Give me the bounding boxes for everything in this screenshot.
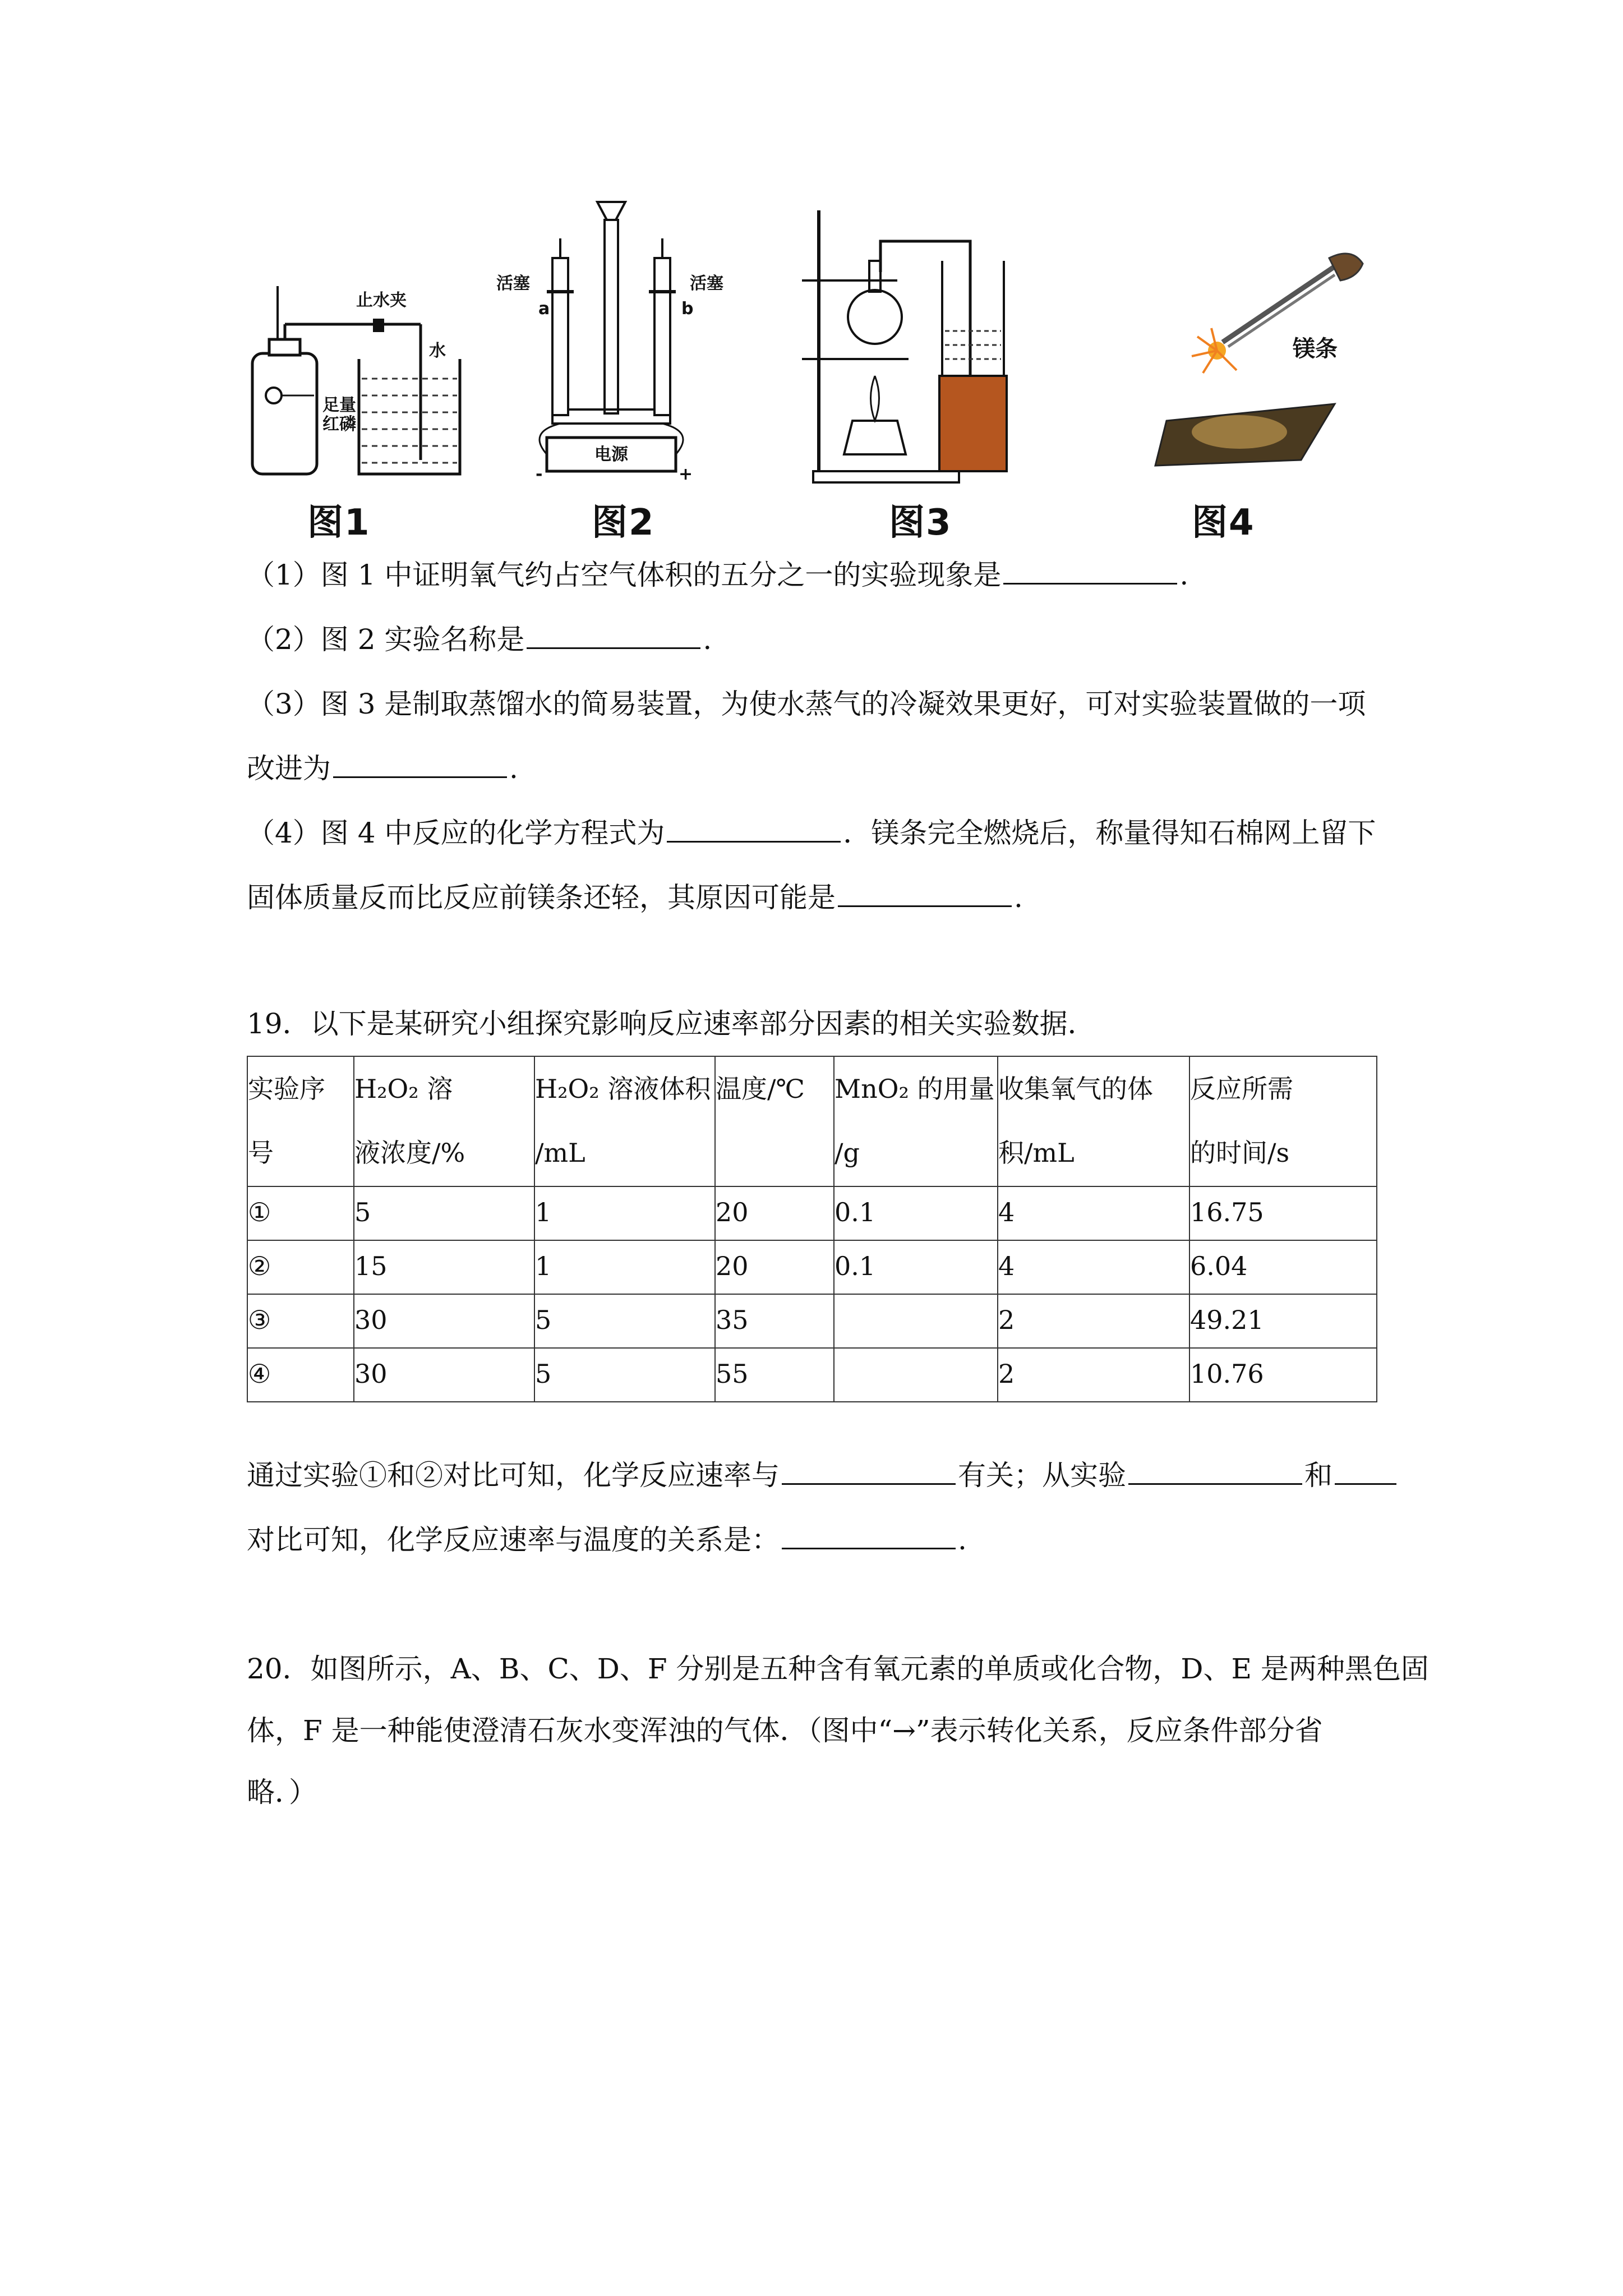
header-cell: 反应所需 的时间/s (1189, 1056, 1377, 1186)
question-19-conclusion-line-2 (247, 1523, 967, 1557)
figure-4-magnesium-burning (1150, 236, 1408, 471)
question-20-line-1: 20．如图所示，A、B、C、D、F 分别是五种含有氧元素的单质或化合物，D、E 是两种黑色固 (247, 1653, 1429, 1685)
table-cell (834, 1294, 998, 1348)
header-cell: MnO₂ 的用量 /g (834, 1056, 998, 1186)
table-cell: 10.76 (1189, 1348, 1377, 1402)
clamp-label: 止水夹 (356, 291, 407, 310)
experiment-answer-blank-1[interactable] (1128, 1458, 1302, 1485)
question-4-end: . (1014, 881, 1023, 914)
table-row (247, 1294, 1377, 1348)
figure-4-caption: 图4 (1192, 502, 1255, 544)
table-cell: 6.04 (1189, 1240, 1377, 1294)
question-4-line-2 (247, 881, 1023, 914)
conclusion-end: . (958, 1524, 967, 1556)
conclusion-text-4: 对比可知，化学反应速率与温度的关系是： (247, 1524, 780, 1556)
table-cell: ③ (247, 1294, 354, 1348)
question-3-text: （3）图 3 是制取蒸馏水的简易装置，为使水蒸气的冷凝效果更好，可对实验装置做的一项 (247, 688, 1366, 720)
table-cell: 30 (354, 1348, 534, 1402)
question-3-line-1 (247, 687, 1366, 721)
header-cell: 收集氧气的体 积/mL (998, 1056, 1189, 1186)
table-cell: 49.21 (1189, 1294, 1377, 1348)
header-cell: H₂O₂ 溶 液浓度/% (354, 1056, 534, 1186)
question-1-end: . (1179, 559, 1189, 591)
table-row (247, 1186, 1377, 1240)
conclusion-text-3: 和 (1304, 1459, 1332, 1492)
table-row (247, 1348, 1377, 1402)
table-cell: 15 (354, 1240, 534, 1294)
question-4-text-3: 固体质量反而比反应前镁条还轻，其原因可能是 (247, 881, 836, 914)
question-20-line-3: 略．） (247, 1776, 317, 1809)
valve-left-label: 活塞 (496, 274, 530, 293)
table-cell: 20 (715, 1240, 834, 1294)
tube-a-label: a (538, 299, 550, 319)
water-label: 水 (429, 341, 446, 361)
question-19-conclusion-line-1 (247, 1458, 1399, 1492)
header-cell: 温度/℃ (715, 1056, 834, 1186)
conclusion-text-1: 通过实验①和②对比可知，化学反应速率与 (247, 1459, 780, 1492)
experiment-data-table (247, 1056, 1377, 1402)
plus-label: + (679, 464, 693, 484)
table-cell: 30 (354, 1294, 534, 1348)
phosphorus-label-1: 足量 (322, 395, 356, 415)
figure-2-electrolysis-apparatus (494, 196, 729, 488)
question-1 (247, 558, 1188, 592)
table-cell: ① (247, 1186, 354, 1240)
temperature-relation-blank[interactable] (782, 1523, 956, 1549)
question-20-line-2: 体，F 是一种能使澄清石灰水变浑浊的气体．（图中“→”表示转化关系，反应条件部分省 (247, 1714, 1323, 1747)
table-cell: 16.75 (1189, 1186, 1377, 1240)
table-cell: 5 (354, 1186, 534, 1240)
table-cell: 35 (715, 1294, 834, 1348)
table-cell: 5 (534, 1348, 715, 1402)
table-cell: 4 (998, 1186, 1189, 1240)
question-2 (247, 623, 712, 656)
question-19-title: 19．以下是某研究小组探究影响反应速率部分因素的相关实验数据． (247, 1007, 1096, 1040)
figure-1-caption: 图1 (307, 502, 371, 544)
table-cell: 55 (715, 1348, 834, 1402)
header-cell: H₂O₂ 溶液体积 /mL (534, 1056, 715, 1186)
question-4-equation-blank[interactable] (667, 816, 841, 843)
question-1-answer-blank[interactable] (1003, 558, 1177, 585)
question-3-end: . (509, 752, 518, 785)
table-cell (834, 1348, 998, 1402)
figure-1-air-oxygen-apparatus (247, 280, 471, 482)
conclusion-text-2: 有关；从实验 (958, 1459, 1126, 1492)
question-4-reason-blank[interactable] (838, 881, 1012, 907)
figure-2-caption: 图2 (592, 502, 655, 544)
table-row (247, 1240, 1377, 1294)
question-3-answer-blank[interactable] (333, 752, 507, 778)
question-2-text: （2）图 2 实验名称是 (247, 623, 525, 656)
tube-b-label: b (681, 299, 694, 319)
table-cell: 4 (998, 1240, 1189, 1294)
phosphorus-label-2: 红磷 (322, 415, 356, 434)
table-cell: 1 (534, 1240, 715, 1294)
question-2-answer-blank[interactable] (527, 623, 700, 649)
table-cell: 1 (534, 1186, 715, 1240)
figure-3-caption: 图3 (889, 502, 952, 544)
table-header-row (247, 1056, 1377, 1186)
factor-answer-blank[interactable] (782, 1458, 956, 1485)
header-cell: 实验序 号 (247, 1056, 354, 1186)
table-cell: ② (247, 1240, 354, 1294)
experiment-answer-blank-2[interactable] (1335, 1458, 1396, 1485)
question-2-end: . (703, 623, 712, 656)
table-cell: 2 (998, 1348, 1189, 1402)
power-label: 电源 (594, 445, 628, 464)
table-cell: ④ (247, 1348, 354, 1402)
table-cell: 2 (998, 1294, 1189, 1348)
question-4-line-1 (247, 816, 1376, 850)
magnesium-label: 镁条 (1293, 336, 1338, 362)
question-3-line-2 (247, 752, 518, 785)
valve-right-label: 活塞 (690, 274, 723, 293)
minus-label: - (536, 464, 543, 484)
table-cell: 20 (715, 1186, 834, 1240)
question-1-text: （1）图 1 中证明氧气约占空气体积的五分之一的实验现象是 (247, 559, 1002, 591)
question-4-text-2: ．镁条完全燃烧后，称量得知石棉网上留下 (843, 817, 1376, 849)
question-3-text-2: 改进为 (247, 752, 331, 785)
table-cell: 5 (534, 1294, 715, 1348)
table-cell: 0.1 (834, 1240, 998, 1294)
table-cell: 0.1 (834, 1186, 998, 1240)
question-4-text: （4）图 4 中反应的化学方程式为 (247, 817, 665, 849)
figure-3-distillation-apparatus (785, 208, 1021, 488)
